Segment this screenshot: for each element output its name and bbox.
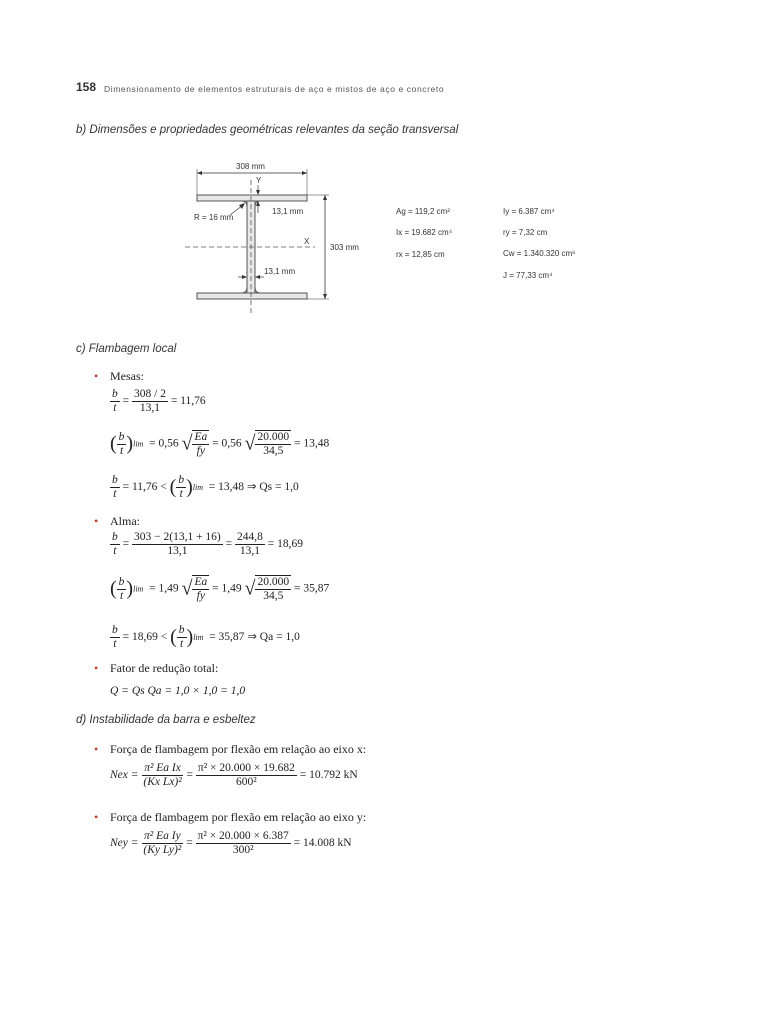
fator-label: Fator de redução total:: [110, 661, 219, 675]
equation-q-total: Q = Qs Qa = 1,0 × 1,0 = 1,0: [110, 685, 246, 697]
x-axis-label: X: [304, 237, 310, 246]
running-header: Dimensionamento de elementos estruturais de aço e mistos de aço e concreto: [104, 84, 445, 94]
equation-mesas-bt: $\frac{b}{t}$ = $\frac{308 / 2}{13,1}$ = 11,76: [112, 388, 206, 414]
bottom-flange: [197, 293, 307, 299]
prop-iy: Iy = 6.387 cm⁴: [503, 207, 555, 216]
section-b-heading: b) Dimensões e propriedades geométricas relevantes da seção transversal: [76, 124, 459, 136]
equation-mesas-lim: ( $\frac{b}{t}$ )lim = 0,56 √ $\frac{Ea}{fy}$ = 0,56 √ $\frac{20.000}{34,5}$ = 13,48: [110, 430, 330, 457]
y-axis-label: Y: [256, 176, 262, 185]
item-flexao-x: Força de flambagem por flexão em relação ao eixo x:: [110, 742, 367, 756]
item-flexao-y: Força de flambagem por flexão em relação ao eixo y:: [110, 810, 367, 824]
prop-j: J = 77,33 cm⁴: [503, 271, 553, 280]
web-thickness-label: 13,1 mm: [264, 267, 296, 276]
bullet: •: [94, 810, 99, 824]
mesas-label: Mesas:: [110, 369, 144, 383]
i-beam-cross-section: [180, 155, 370, 315]
section-c-heading: c) Flambagem local: [76, 343, 177, 355]
bullet: •: [94, 742, 99, 756]
bullet: •: [94, 661, 99, 675]
equation-mesas-qs: $\frac{b}{t}$ = 11,76 < ( $\frac{b}{t}$ )lim = 13,48 ⇒ Qs = 1,0: [112, 474, 299, 500]
section-d-heading: d) Instabilidade da barra e esbeltez: [76, 714, 256, 726]
prop-ix: Ix = 19.682 cm⁴: [396, 228, 453, 237]
alma-label: Alma:: [110, 514, 140, 528]
flange-thickness-label: 13,1 mm: [272, 207, 304, 216]
prop-ry: ry = 7,32 cm: [503, 228, 548, 237]
bullet: •: [94, 514, 99, 528]
equation-alma-lim: ( $\frac{b}{t}$ )lim = 1,49 √ $\frac{Ea}{fy}$ = 1,49 √ $\frac{20.000}{34,5}$ = 35,87: [110, 575, 330, 602]
equation-alma-qa: $\frac{b}{t}$ = 18,69 < ( $\frac{b}{t}$ )lim = 35,87 ⇒ Qa = 1,0: [112, 624, 300, 650]
equation-nex: Nex = $\frac{\text{π² Ea Ix}}{\text{(Kx Lx)²}}$ = $\frac{\text{π² × 20.000 × 19.682}}{\text{600²}}$ = 10.792 kN: [110, 762, 358, 788]
height-dimension-label: 303 mm: [330, 243, 359, 252]
equation-ney: Ney = $\frac{\text{π² Ea Iy}}{\text{(Ky Ly)²}}$ = $\frac{\text{π² × 20.000 × 6.387}}{\text{300²}}$ = 14.008 kN: [110, 830, 352, 856]
page-number: 158: [76, 80, 97, 94]
top-flange: [197, 195, 307, 201]
width-dimension-label: 308 mm: [236, 162, 265, 171]
bullet: •: [94, 369, 99, 383]
prop-cw: Cw = 1.340.320 cm⁶: [503, 249, 576, 258]
prop-rx: rx = 12,85 cm: [396, 250, 445, 259]
equation-alma-bt: $\frac{b}{t}$ = $\frac{303 - 2(13,1 + 16)}{13,1}$ = $\frac{244,8}{13,1}$ = 18,69: [112, 531, 304, 557]
prop-ag: Ag = 119,2 cm²: [396, 207, 450, 216]
radius-label: R = 16 mm: [194, 213, 234, 222]
